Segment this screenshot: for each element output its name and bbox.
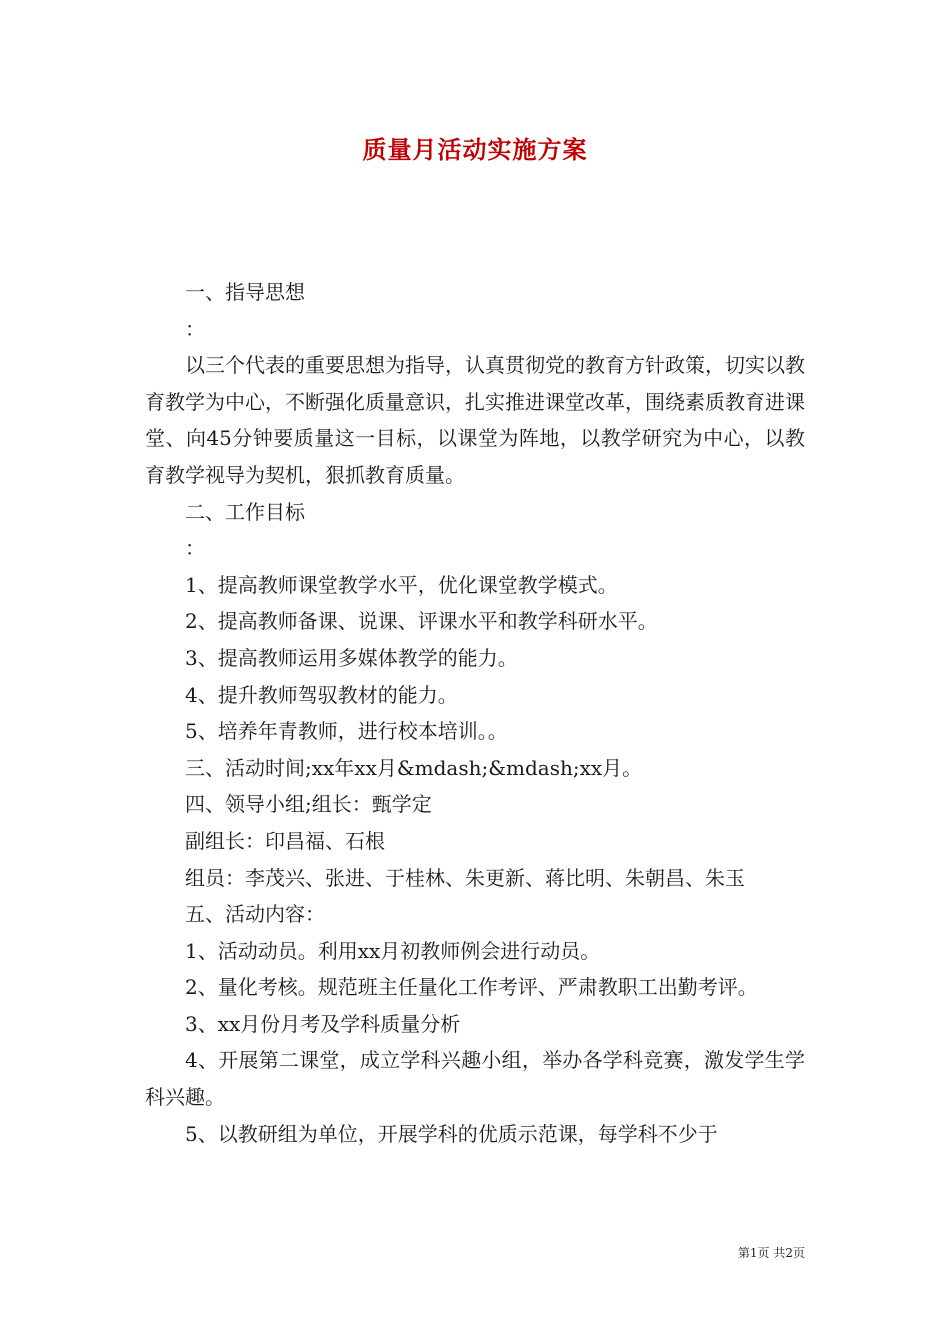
list-item-activity-4: 4、开展第二课堂，成立学科兴趣小组，举办各学科竞赛，激发学生学科兴趣。 [145,1048,805,1110]
list-item-activity-5: 5、以教研组为单位，开展学科的优质示范课，每学科不少于 [185,1121,718,1146]
list-item-activity-3: 3、xx月份月考及学科质量分析 [185,1011,461,1036]
list-item-activity-1: 1、活动动员。利用xx月初教师例会进行动员。 [185,938,601,963]
colon-line: ： [185,536,205,561]
section-activity-time: 三、活动时间;xx年xx月&mdash;&mdash;xx月。 [185,755,643,780]
deputy-leaders: 副组长：印昌福、石根 [185,828,385,853]
list-item-goal-2: 2、提高教师备课、说课、评课水平和教学科研水平。 [185,609,658,634]
list-item-activity-2: 2、量化考核。规范班主任量化工作考评、严肃教职工出勤考评。 [185,975,758,1000]
section-heading-guiding-ideology: 一、指导思想 [185,280,305,304]
list-item-goal-5: 5、培养年青教师，进行校本培训。。 [185,719,508,744]
list-item-goal-4: 4、提升教师驾驭教材的能力。 [185,682,458,707]
section-leadership-group: 四、领导小组;组长：甄学定 [185,792,432,817]
document-body [145,274,805,1152]
group-members: 组员：李茂兴、张进、于桂林、朱更新、蒋比明、朱朝昌、朱玉 [185,865,745,890]
paragraph-guiding-ideology: 以三个代表的重要思想为指导，认真贯彻党的教育方针政策，切实以教育教学为中心，不断强化质量意识，扎实推进课堂改革，围绕素质教育进课堂、向45分钟要质量这一目标，以课堂为阵地，以教学研究为中心，以教育教学视导为契机，狠抓教育质量。 [145,353,805,487]
section-heading-work-goals: 二、工作目标 [185,499,305,524]
list-item-goal-1: 1、提高教师课堂教学水平，优化课堂教学模式。 [185,572,618,597]
page-footer: 第1页 共2页 [737,1246,805,1260]
list-item-goal-3: 3、提高教师运用多媒体教学的能力。 [185,645,518,670]
section-heading-activity-content: 五、活动内容： [185,902,325,927]
page-title: 质量月活动实施方案 [362,135,588,164]
colon-line: ： [185,316,205,341]
